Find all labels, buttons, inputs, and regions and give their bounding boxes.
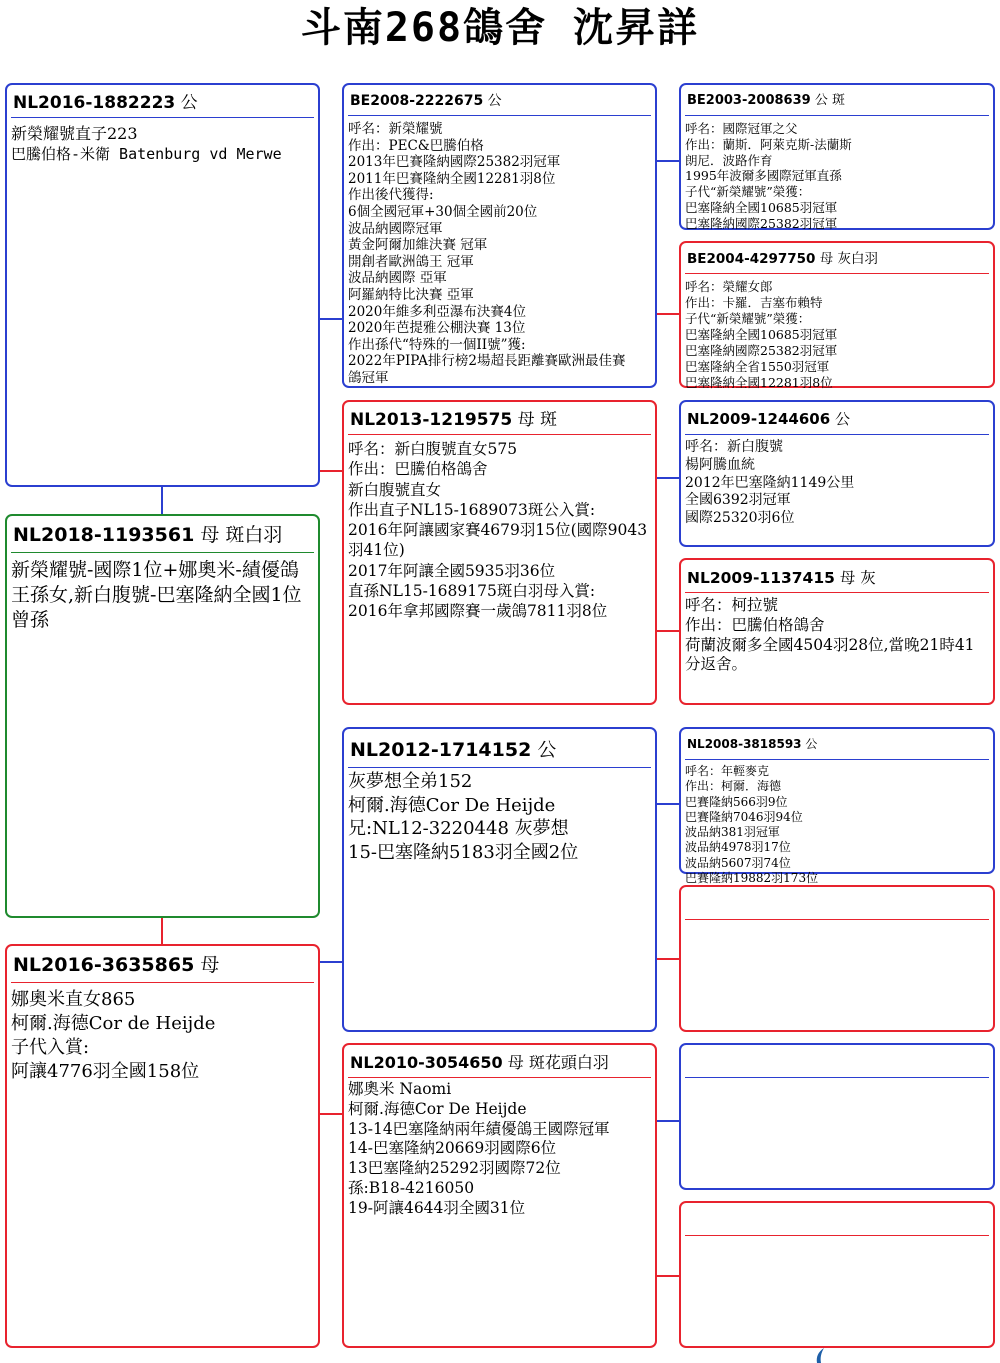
info-line: 呼名：年輕麥克 (685, 764, 770, 778)
info-line: 子代“新榮耀號”榮獲： (685, 184, 811, 200)
info-line: 作出：PEC&巴騰伯格 (348, 137, 484, 154)
info-line: 2022年PIPA排行榜2場超長距離賽歐洲最佳賽 (348, 353, 626, 370)
ring-number: NL2008-3818593 (687, 737, 802, 751)
pigeon-card-sss (679, 83, 995, 230)
info-line: 19-阿讓4644羽全國31位 (348, 1198, 526, 1217)
connector-line (657, 160, 679, 162)
sex-color: 公 斑 (814, 93, 845, 108)
info-line: 2011年巴賽隆納全國12281羽8位 (348, 170, 556, 187)
connector-line (657, 958, 679, 960)
info-line: 呼名：柯拉號 (685, 596, 779, 614)
logo-mark-icon (812, 1348, 826, 1363)
info-line: 直孫NL15-1689175斑白羽母入賞: (348, 582, 596, 601)
pigeon-card-dss (679, 727, 995, 886)
info-line: 14-巴塞隆納20669羽國際6位 (348, 1139, 557, 1158)
sex-color: 公 (834, 410, 850, 428)
info-line: 2016年拿邦國際賽一歲鴿7811羽8位 (348, 602, 608, 621)
info-line: 波品納國際冠軍 (348, 220, 443, 237)
pigeon-card-dsd (679, 885, 995, 1032)
info-line: 波品納國際 亞軍 (348, 270, 447, 287)
info-line: 新白腹號直女 (348, 480, 442, 499)
info-line: 呼名：榮耀女郎 (685, 279, 773, 294)
info-line: 娜奧米 Naomi (348, 1080, 452, 1098)
info-line: 作出：柯爾．海德 (685, 779, 782, 794)
pigeon-card-ssd (679, 241, 995, 388)
pigeon-card-sd (342, 400, 657, 705)
info-line: 巴塞隆納國際25382羽冠軍 (685, 343, 838, 358)
ring-number: NL2016-3635865 (13, 954, 195, 976)
connector-line (161, 487, 163, 515)
info-line: 兄:NL12-3220448 灰夢想 (348, 818, 569, 839)
info-line: 娜奧米直女865 (11, 989, 136, 1010)
info-line: 巴塞隆納全國10685羽冠軍 (685, 199, 838, 215)
connector-line (657, 1275, 679, 1277)
info-line: 巴賽隆納7046羽94位 (685, 809, 803, 824)
page-title: 斗南268鴿舍 沈昇詳 (300, 5, 700, 51)
sex-color: 母 斑白羽 (200, 524, 283, 546)
info-line: 孫:B18-4216050 (348, 1178, 475, 1197)
info-line: 巴塞隆納全國12281羽8位 (685, 375, 833, 390)
ring-number: NL2013-1219575 (350, 410, 513, 430)
pigeon-card-sdd (679, 558, 995, 705)
info-line: 呼名：新白腹號直女575 (348, 440, 518, 458)
info-line: 新榮耀號直子223 (11, 124, 138, 143)
sex-color: 母 斑花頭白羽 (507, 1053, 609, 1072)
connector-line (657, 313, 679, 315)
info-line: 1995年波爾多國際冠軍直孫 (685, 168, 842, 184)
info-line: 鴿冠軍 (348, 369, 389, 386)
info-line: 波品納5607羽74位 (685, 855, 791, 870)
ring-number: NL2016-1882223 (13, 93, 176, 113)
info-line: 巴塞隆納國際25382羽冠軍 (685, 215, 838, 231)
info-line: 巴塞隆納全省1550羽冠軍 (685, 359, 830, 374)
ring-number: NL2018-1193561 (13, 524, 195, 546)
info-line: 呼名：新白腹號 (685, 439, 783, 455)
sex-color: 母 灰白羽 (819, 251, 879, 267)
info-line: 作出直子NL15-1689073斑公入賞: (348, 500, 596, 519)
info-line: 柯爾.海德Cor De Heijde (348, 794, 556, 816)
connector-line (161, 917, 163, 945)
info-line: 2013年巴賽隆納國際25382羽冠軍 (348, 154, 561, 171)
sex-color: 公 (537, 739, 557, 761)
info-line: 子代“新榮耀號”榮獲： (685, 311, 811, 326)
info-line: 作出：巴騰伯格鴿舍 (348, 460, 488, 479)
connector-line (320, 318, 342, 320)
connector-line (657, 1120, 679, 1122)
ring-number: BE2004-4297750 (687, 251, 816, 267)
ring-number: BE2003-2008639 (687, 93, 811, 108)
pigeon-card-sds (679, 400, 995, 547)
ring-number: BE2008-2222675 (350, 93, 484, 109)
sex-color: 母 斑 (517, 410, 558, 430)
info-line: 13-14巴塞隆納兩年績優鴿王國際冠軍 (348, 1119, 610, 1138)
pigeon-card-sire (5, 514, 320, 918)
info-line: 作出孫代“特殊的一個II號”獲: (348, 336, 526, 353)
info-line: 黃金阿爾加維決賽 冠軍 (348, 237, 488, 254)
pigeon-card-dd (342, 1043, 657, 1348)
info-line: 阿羅納特比決賽 亞軍 (348, 286, 474, 303)
info-line: 波品納381羽冠軍 (685, 825, 780, 840)
sex-color: 公 (180, 93, 198, 113)
connector-line (657, 630, 679, 632)
info-line: 2020年維多利亞瀑布決賽4位 (348, 303, 526, 320)
info-line: 巴賽隆納19882羽173位 (685, 871, 819, 886)
info-line: 13巴塞隆納25292羽國際72位 (348, 1159, 561, 1178)
pigeon-card-dds (679, 1043, 995, 1190)
connector-line (320, 470, 342, 472)
info-line: 國際25320羽6位 (685, 510, 795, 527)
pigeon-card-ddd (679, 1201, 995, 1348)
info-line: 波品納4978羽17位 (685, 840, 791, 855)
info-line: 2017年阿讓全國5935羽36位 (348, 561, 556, 580)
info-line: 15-巴塞隆納5183羽全國2位 (348, 841, 579, 863)
info-line: 巴賽隆納566羽9位 (685, 794, 788, 809)
info-line: 2020年芭提雅公棚決賽 13位 (348, 320, 526, 337)
info-line: 作出：巴騰伯格鴿舍 (685, 615, 825, 634)
info-line: 呼名：新榮耀號 (348, 121, 443, 137)
ring-number: NL2009-1244606 (687, 410, 831, 428)
sex-color: 公 (805, 737, 818, 751)
info-line: 巴塞隆納全國10685羽冠軍 (685, 327, 838, 342)
connector-line (320, 961, 342, 963)
ring-number: NL2009-1137415 (687, 569, 835, 587)
info-line: 柯爾.海德Cor de Heijde (11, 1013, 216, 1034)
info-line: 荷蘭波爾多全國4504羽28位,當晚21時41分返舍。 (685, 635, 975, 674)
info-line: 作出後代獲得: (348, 187, 434, 204)
info-line: 作出：蘭斯．阿萊克斯-法蘭斯 (685, 136, 852, 152)
info-line: 子代入賞: (11, 1037, 90, 1058)
info-line: 全國6392羽冠軍 (685, 492, 791, 509)
info-line: 呼名：國際冠軍之父 (685, 121, 798, 136)
info-line: 朗尼．波路作育 (685, 152, 773, 168)
sex-color: 母 (200, 954, 220, 976)
pigeon-card-ss (342, 83, 657, 388)
info-line: 柯爾.海德Cor De Heijde (348, 1099, 527, 1118)
pigeon-card-subject (5, 83, 320, 487)
info-line: 灰夢想全弟152 (348, 771, 473, 792)
info-line: 6個全國冠軍+30個全國前20位 (348, 203, 538, 220)
pigeon-card-ds (342, 727, 657, 1032)
ring-number: NL2012-1714152 (350, 739, 532, 761)
ring-number: NL2010-3054650 (350, 1053, 503, 1072)
info-line: 巴騰伯格-米衛 Batenburg vd Merwe (11, 145, 282, 163)
info-line: 作出：卡羅．吉塞布賴特 (685, 295, 823, 310)
connector-line (320, 1113, 342, 1115)
info-line: 阿讓4776羽全國158位 (11, 1061, 200, 1082)
sex-color: 母 灰 (839, 569, 876, 587)
connector-line (657, 803, 679, 805)
info-line: 2016年阿讓國家賽4679羽15位(國際9043羽41位) (348, 521, 648, 560)
connector-line (657, 477, 679, 479)
info-line: 2012年巴塞隆納1149公里 (685, 474, 855, 491)
sex-color: 公 (487, 93, 502, 109)
info-line: 楊阿騰血統 (685, 456, 755, 473)
info-line: 開創者歐洲鴿王 冠軍 (348, 253, 474, 270)
info-line: 新榮耀號-國際1位+娜奧米-績優鴿王孫女,新白腹號-巴塞隆納全國1位曾孫 (11, 559, 302, 631)
pigeon-card-dam (5, 944, 320, 1348)
